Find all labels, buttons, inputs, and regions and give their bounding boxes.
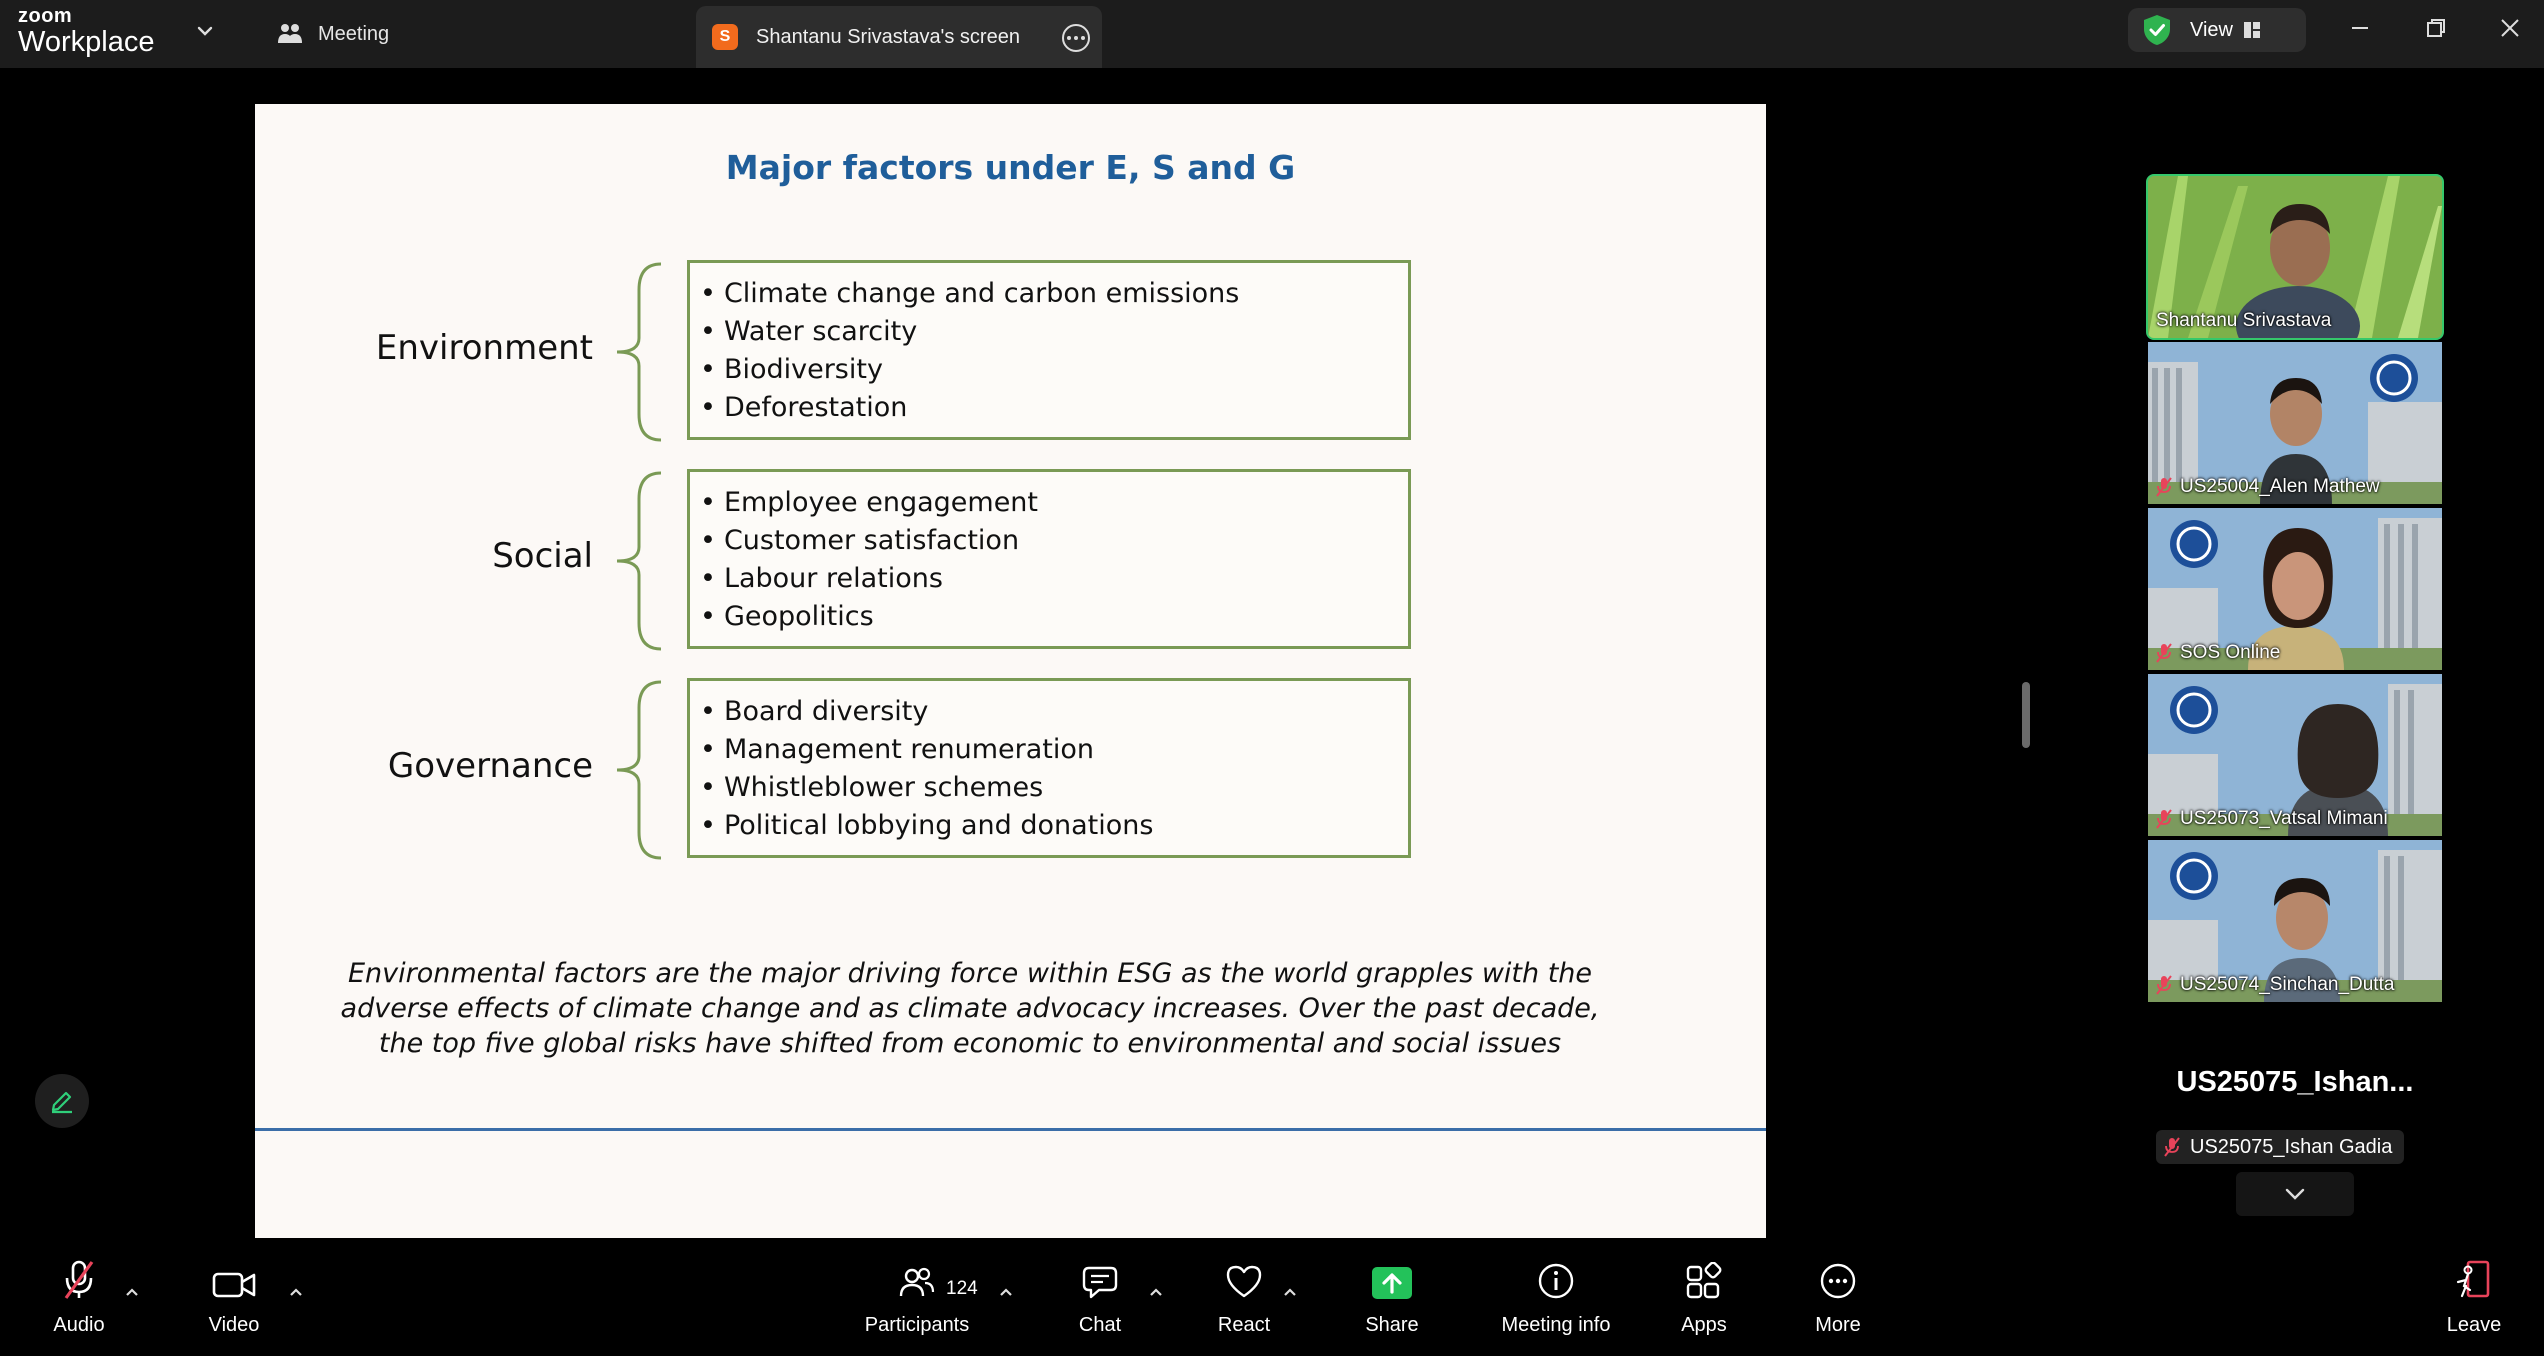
close-button[interactable] xyxy=(2488,10,2532,46)
chevron-up-icon[interactable] xyxy=(1146,1282,1166,1302)
participant-name-text: US25074_Sinchan_Dutta xyxy=(2180,974,2395,995)
more-options-icon[interactable] xyxy=(1062,24,1090,52)
mic-muted-icon xyxy=(2156,975,2172,995)
chat-button[interactable] xyxy=(1072,1252,1128,1356)
mic-muted-icon xyxy=(62,1260,96,1300)
participant-count-badge: 124 xyxy=(946,1278,978,1299)
category-label-governance: Governance xyxy=(387,746,593,786)
minimize-icon xyxy=(2350,18,2370,38)
participant-name xyxy=(2156,642,2280,664)
chevron-down-icon xyxy=(2283,1186,2307,1202)
audio-button[interactable] xyxy=(48,1252,110,1356)
chevron-up-icon[interactable] xyxy=(996,1282,1016,1302)
show-more-participants-button[interactable] xyxy=(2236,1172,2354,1216)
meeting-tab[interactable] xyxy=(276,0,389,68)
factor-item: • Management renumeration xyxy=(700,731,1408,769)
factor-box-social xyxy=(687,469,1411,649)
participants-button[interactable] xyxy=(862,1252,972,1356)
participants-icon xyxy=(899,1266,935,1300)
meeting-icon xyxy=(276,21,304,47)
factor-item: • Biodiversity xyxy=(700,351,1408,389)
participant-name: Shantanu Srivastava xyxy=(2156,310,2332,331)
chevron-up-icon[interactable] xyxy=(1280,1282,1300,1302)
participant-name xyxy=(2156,974,2394,996)
close-icon xyxy=(2500,18,2520,38)
share-button[interactable] xyxy=(1364,1252,1420,1356)
participant-name-text: US25073_Vatsal Mimani xyxy=(2180,808,2388,829)
factor-item: • Customer satisfaction xyxy=(700,522,1408,560)
meeting-info-button[interactable] xyxy=(1494,1252,1618,1356)
participant-name-text: SOS Online xyxy=(2180,642,2281,663)
share-screen-icon xyxy=(1371,1266,1413,1300)
mic-muted-icon xyxy=(2156,477,2172,497)
apps-label: Apps xyxy=(1681,1314,1727,1336)
factor-item: • Board diversity xyxy=(700,693,1408,731)
restore-icon xyxy=(2426,18,2446,38)
video-tile[interactable] xyxy=(2148,508,2442,670)
spotlight-name-pill xyxy=(2156,1130,2404,1164)
brand-zoom-text: zoom xyxy=(18,5,73,27)
heart-icon xyxy=(1224,1264,1264,1300)
spotlight-pill-text: US25075_Ishan Gadia xyxy=(2190,1135,2393,1158)
slide-divider xyxy=(255,1128,1766,1131)
sharer-avatar-badge: S xyxy=(712,24,738,50)
audio-label: Audio xyxy=(53,1314,105,1336)
shared-screen-tab[interactable] xyxy=(696,6,1102,68)
leave-door-icon xyxy=(2454,1260,2494,1300)
video-label: Video xyxy=(208,1314,260,1336)
video-tile[interactable] xyxy=(2148,674,2442,836)
info-icon xyxy=(1537,1262,1575,1300)
chat-label: Chat xyxy=(1078,1314,1122,1336)
more-icon xyxy=(1819,1262,1857,1300)
video-tile[interactable] xyxy=(2148,840,2442,1002)
chevron-up-icon[interactable] xyxy=(286,1282,306,1302)
chevron-up-icon[interactable] xyxy=(122,1282,142,1302)
react-button[interactable] xyxy=(1214,1252,1274,1356)
category-label-social: Social xyxy=(492,536,593,576)
mic-muted-icon xyxy=(2164,1137,2180,1157)
brace-icon xyxy=(607,678,667,862)
mic-muted-icon xyxy=(2156,643,2172,663)
brace-icon xyxy=(607,260,667,444)
video-button[interactable] xyxy=(206,1252,262,1356)
panel-resize-handle[interactable] xyxy=(2022,682,2030,748)
factor-item: • Labour relations xyxy=(700,560,1408,598)
factor-box-governance xyxy=(687,678,1411,858)
grid-view-icon xyxy=(2243,21,2261,39)
apps-icon xyxy=(1685,1262,1723,1300)
factor-item: • Geopolitics xyxy=(700,598,1408,636)
chat-icon xyxy=(1081,1264,1119,1300)
view-button[interactable] xyxy=(2128,8,2306,52)
video-tile[interactable] xyxy=(2148,176,2442,338)
apps-button[interactable] xyxy=(1676,1252,1732,1356)
minimize-button[interactable] xyxy=(2338,10,2382,46)
video-camera-icon xyxy=(212,1270,256,1300)
restore-button[interactable] xyxy=(2414,10,2458,46)
view-label: View xyxy=(2190,18,2233,41)
factor-item: • Water scarcity xyxy=(700,313,1408,351)
shared-screen-tab-title: Shantanu Srivastava's screen xyxy=(756,25,1020,48)
meeting-info-label: Meeting info xyxy=(1501,1314,1611,1336)
zoom-workplace-logo[interactable] xyxy=(18,6,154,57)
more-label: More xyxy=(1815,1314,1861,1336)
slide-title: Major factors under E, S and G xyxy=(725,148,1296,187)
pencil-icon xyxy=(48,1087,76,1115)
participants-label: Participants xyxy=(864,1314,970,1336)
presentation-slide xyxy=(255,104,1766,1238)
category-label-environment: Environment xyxy=(375,328,593,368)
react-label: React xyxy=(1217,1314,1271,1336)
participant-name xyxy=(2156,808,2388,830)
share-label: Share xyxy=(1365,1314,1419,1336)
shield-check-icon xyxy=(2142,14,2172,46)
chevron-down-icon[interactable] xyxy=(194,20,216,42)
factor-item: • Deforestation xyxy=(700,389,1408,427)
meeting-tab-label: Meeting xyxy=(318,22,390,45)
slide-note: Environmental factors are the major driving force within ESG as the world grapples with the adverse effects of climate change and as climate advocacy increases. Over the past decade, the top five global risks have shifted from economic to environmental and social issues xyxy=(340,958,1600,1059)
factor-item: • Climate change and carbon emissions xyxy=(700,275,1408,313)
leave-label: Leave xyxy=(2446,1314,2502,1336)
factor-item: • Political lobbying and donations xyxy=(700,807,1408,845)
leave-button[interactable] xyxy=(2444,1252,2504,1356)
factor-box-environment xyxy=(687,260,1411,440)
mic-muted-icon xyxy=(2156,809,2172,829)
meeting-toolbar xyxy=(0,1252,2544,1356)
factor-item: • Whistleblower schemes xyxy=(700,769,1408,807)
video-tile[interactable] xyxy=(2148,342,2442,504)
annotate-button[interactable] xyxy=(35,1074,89,1128)
title-bar xyxy=(0,0,2544,68)
brace-icon xyxy=(607,469,667,653)
more-button[interactable] xyxy=(1810,1252,1866,1356)
factor-item: • Employee engagement xyxy=(700,484,1408,522)
brand-workplace-text: Workplace xyxy=(18,26,155,58)
participant-name xyxy=(2156,476,2380,498)
spotlight-name: US25075_Ishan... xyxy=(2176,1066,2414,1098)
participant-name-text: US25004_Alen Mathew xyxy=(2180,476,2380,497)
